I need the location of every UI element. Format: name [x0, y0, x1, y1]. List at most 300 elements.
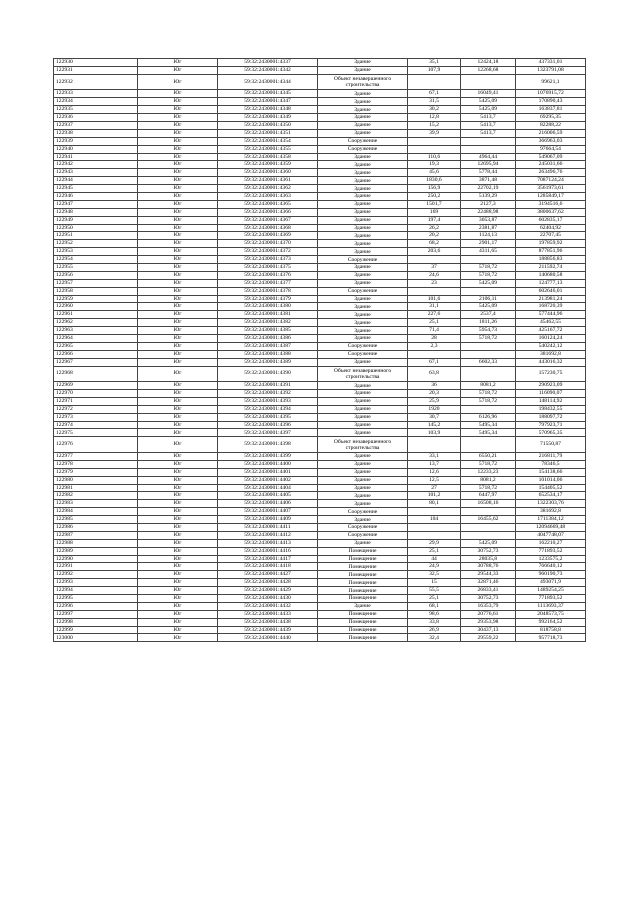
area-cell: 110,6 [408, 153, 461, 161]
district-cell: Юг [138, 531, 218, 539]
district-cell: Юг [138, 610, 218, 618]
district-cell: Юг [138, 232, 218, 240]
object-type-cell: Здание [318, 129, 408, 137]
cadastral-value-cell: 188097,72 [516, 413, 586, 421]
cadastral-number-cell: 59:32:2430001:4363 [218, 192, 318, 200]
object-type-cell: Сооружение [318, 508, 408, 516]
unit-price-cell: 29544,33 [461, 571, 516, 579]
row-number-cell: 122959 [54, 295, 138, 303]
district-cell: Юг [138, 382, 218, 390]
area-cell: 45,6 [408, 169, 461, 177]
district-cell: Юг [138, 476, 218, 484]
unit-price-cell: 5718,72 [461, 334, 516, 342]
row-number-cell: 122943 [54, 169, 138, 177]
district-cell: Юг [138, 129, 218, 137]
cadastral-number-cell: 59:32:2430001:4396 [218, 421, 318, 429]
object-type-cell: Здание [318, 106, 408, 114]
cadastral-value-cell: 263496,76 [516, 169, 586, 177]
district-cell: Юг [138, 571, 218, 579]
cadastral-value-cell: 45462,55 [516, 319, 586, 327]
unit-price-cell: 2901,17 [461, 240, 516, 248]
table-row [54, 516, 586, 524]
district-cell: Юг [138, 618, 218, 626]
table-row [54, 192, 586, 200]
object-type-cell: Здание [318, 484, 408, 492]
unit-price-cell: 5718,72 [461, 460, 516, 468]
table-row [54, 452, 586, 460]
cadastral-value-cell: 443016,32 [516, 358, 586, 366]
cadastral-value-cell: 22707,45 [516, 232, 586, 240]
area-cell: 33,1 [408, 452, 461, 460]
cadastral-value-cell: 154138,66 [516, 468, 586, 476]
area-cell: 12,8 [408, 114, 461, 122]
unit-price-cell: 16049,41 [461, 90, 516, 98]
area-cell [408, 531, 461, 539]
unit-price-cell: 5718,72 [461, 263, 516, 271]
row-number-cell: 122973 [54, 413, 138, 421]
unit-price-cell: 2127,3 [461, 200, 516, 208]
area-cell: 55,5 [408, 587, 461, 595]
table-row [54, 59, 586, 67]
table-row [54, 595, 586, 603]
district-cell: Юг [138, 240, 218, 248]
unit-price-cell: 29353,98 [461, 618, 516, 626]
cadastral-number-cell: 59:32:2430001:4345 [218, 90, 318, 98]
area-cell: 25,9 [408, 397, 461, 405]
cadastral-number-cell: 59:32:2430001:4350 [218, 121, 318, 129]
row-number-cell: 122994 [54, 587, 138, 595]
area-cell: 98,6 [408, 610, 461, 618]
unit-price-cell: 5413,7 [461, 121, 516, 129]
area-cell: 37 [408, 263, 461, 271]
unit-price-cell: 2381,87 [461, 224, 516, 232]
row-number-cell: 123000 [54, 634, 138, 642]
cadastral-value-cell: 69295,35 [516, 114, 586, 122]
table-row [54, 563, 586, 571]
table-row [54, 547, 586, 555]
object-type-cell: Здание [318, 192, 408, 200]
unit-price-cell: 5425,09 [461, 303, 516, 311]
cadastral-number-cell: 59:32:2430001:4398 [218, 437, 318, 453]
unit-price-cell: 5139,29 [461, 192, 516, 200]
row-number-cell: 122969 [54, 382, 138, 390]
unit-price-cell: 5495,34 [461, 429, 516, 437]
area-cell [408, 350, 461, 358]
district-cell: Юг [138, 90, 218, 98]
table-row [54, 129, 586, 137]
area-cell: 63,8 [408, 366, 461, 382]
table-row [54, 327, 586, 335]
cadastral-number-cell: 59:32:2430001:4401 [218, 468, 318, 476]
cadastral-value-cell: 216006,59 [516, 129, 586, 137]
cadastral-number-cell: 59:32:2430001:4438 [218, 618, 318, 626]
unit-price-cell [461, 342, 516, 350]
object-type-cell: Здание [318, 311, 408, 319]
area-cell: 28 [408, 334, 461, 342]
cadastral-number-cell: 59:32:2430001:4378 [218, 287, 318, 295]
object-type-cell: Помещение [318, 587, 408, 595]
row-number-cell: 122974 [54, 421, 138, 429]
object-type-cell: Здание [318, 224, 408, 232]
cadastral-number-cell: 59:32:2430001:4379 [218, 295, 318, 303]
district-cell: Юг [138, 366, 218, 382]
district-cell: Юг [138, 271, 218, 279]
district-cell: Юг [138, 555, 218, 563]
district-cell: Юг [138, 169, 218, 177]
unit-price-cell: 4964,44 [461, 153, 516, 161]
table-row [54, 382, 586, 390]
cadastral-number-cell: 59:32:2430001:4347 [218, 98, 318, 106]
row-number-cell: 122968 [54, 366, 138, 382]
cadastral-value-cell: 170890,43 [516, 98, 586, 106]
district-cell: Юг [138, 595, 218, 603]
object-type-cell: Здание [318, 334, 408, 342]
area-cell: 250,2 [408, 192, 461, 200]
row-number-cell: 122944 [54, 177, 138, 185]
cadastral-value-cell: 797923,71 [516, 421, 586, 429]
cadastral-value-cell: 1489254,25 [516, 587, 586, 595]
object-type-cell: Сооружение [318, 137, 408, 145]
row-number-cell: 122960 [54, 303, 138, 311]
unit-price-cell: 20776,61 [461, 610, 516, 618]
table-row [54, 121, 586, 129]
row-number-cell: 122999 [54, 626, 138, 634]
row-number-cell: 122978 [54, 460, 138, 468]
table-row [54, 468, 586, 476]
row-number-cell: 122983 [54, 500, 138, 508]
unit-price-cell: 16353,79 [461, 602, 516, 610]
cadastral-value-cell: 877851,96 [516, 248, 586, 256]
object-type-cell: Здание [318, 161, 408, 169]
district-cell: Юг [138, 334, 218, 342]
cadastral-number-cell: 59:32:2430001:4381 [218, 311, 318, 319]
row-number-cell: 122931 [54, 66, 138, 74]
area-cell: 67,1 [408, 358, 461, 366]
table-row [54, 287, 586, 295]
area-cell: 101,6 [408, 295, 461, 303]
district-cell: Юг [138, 587, 218, 595]
row-number-cell: 122948 [54, 208, 138, 216]
unit-price-cell: 22488,98 [461, 208, 516, 216]
district-cell: Юг [138, 137, 218, 145]
object-type-cell: Здание [318, 271, 408, 279]
object-type-cell: Здание [318, 327, 408, 335]
object-type-cell: Здание [318, 492, 408, 500]
area-cell [408, 508, 461, 516]
unit-price-cell: 3871,48 [461, 177, 516, 185]
cadastral-number-cell: 59:32:2430001:4413 [218, 539, 318, 547]
unit-price-cell: 5718,72 [461, 271, 516, 279]
row-number-cell: 122949 [54, 216, 138, 224]
table-row [54, 579, 586, 587]
registry-table-sheet [53, 58, 585, 642]
table-row [54, 161, 586, 169]
row-number-cell: 122966 [54, 350, 138, 358]
object-type-cell: Здание [318, 468, 408, 476]
area-cell: 197,4 [408, 216, 461, 224]
object-type-cell: Здание [318, 429, 408, 437]
cadastral-value-cell: 162210,27 [516, 539, 586, 547]
object-type-cell: Здание [318, 500, 408, 508]
cadastral-number-cell: 59:32:2430001:4394 [218, 405, 318, 413]
cadastral-value-cell: 124777,13 [516, 279, 586, 287]
cadastral-value-cell: 960190,73 [516, 571, 586, 579]
area-cell: 33,8 [408, 618, 461, 626]
district-cell: Юг [138, 311, 218, 319]
table-row [54, 366, 586, 382]
area-cell: 19,3 [408, 161, 461, 169]
object-type-cell: Здание [318, 452, 408, 460]
object-type-cell: Здание [318, 358, 408, 366]
cadastral-number-cell: 59:32:2430001:4429 [218, 587, 318, 595]
row-number-cell: 122992 [54, 571, 138, 579]
area-cell: 20,2 [408, 232, 461, 240]
district-cell: Юг [138, 287, 218, 295]
district-cell: Юг [138, 468, 218, 476]
cadastral-number-cell: 59:32:2430001:4439 [218, 626, 318, 634]
unit-price-cell: 8081,2 [461, 382, 516, 390]
table-row [54, 334, 586, 342]
cadastral-number-cell: 59:32:2430001:4418 [218, 563, 318, 571]
district-cell: Юг [138, 602, 218, 610]
unit-price-cell: 12424,18 [461, 59, 516, 67]
cadastral-value-cell: 140680,58 [516, 271, 586, 279]
object-type-cell: Сооружение [318, 256, 408, 264]
table-row [54, 114, 586, 122]
row-number-cell: 122938 [54, 129, 138, 137]
row-number-cell: 122996 [54, 602, 138, 610]
object-type-cell: Здание [318, 476, 408, 484]
table-row [54, 240, 586, 248]
area-cell: 26,2 [408, 224, 461, 232]
row-number-cell: 122995 [54, 595, 138, 603]
object-type-cell: Здание [318, 303, 408, 311]
row-number-cell: 122961 [54, 311, 138, 319]
area-cell: 31,1 [408, 303, 461, 311]
object-type-cell: Здание [318, 153, 408, 161]
unit-price-cell: 5425,09 [461, 106, 516, 114]
cadastral-value-cell: 381692,8 [516, 350, 586, 358]
row-number-cell: 122955 [54, 263, 138, 271]
table-row [54, 429, 586, 437]
cadastral-number-cell: 59:32:2430001:4355 [218, 145, 318, 153]
table-row [54, 295, 586, 303]
row-number-cell: 122971 [54, 397, 138, 405]
object-type-cell: Помещение [318, 547, 408, 555]
row-number-cell: 122945 [54, 185, 138, 193]
unit-price-cell: 30752,73 [461, 547, 516, 555]
district-cell: Юг [138, 508, 218, 516]
table-row [54, 413, 586, 421]
area-cell: 12,5 [408, 476, 461, 484]
row-number-cell: 122933 [54, 90, 138, 98]
cadastral-value-cell: 1711384,12 [516, 516, 586, 524]
cadastral-value-cell: 168720,39 [516, 303, 586, 311]
cadastral-value-cell: 1233575,2 [516, 555, 586, 563]
table-row [54, 106, 586, 114]
table-row [54, 98, 586, 106]
table-row [54, 224, 586, 232]
cadastral-number-cell: 59:32:2430001:4368 [218, 224, 318, 232]
area-cell: 25,1 [408, 319, 461, 327]
table-row [54, 531, 586, 539]
table-row [54, 555, 586, 563]
cadastral-number-cell: 59:32:2430001:4430 [218, 595, 318, 603]
object-type-cell: Сооружение [318, 531, 408, 539]
district-cell: Юг [138, 452, 218, 460]
table-row [54, 232, 586, 240]
unit-price-cell [461, 531, 516, 539]
area-cell: 12,6 [408, 468, 461, 476]
table-row [54, 610, 586, 618]
area-cell: 68,1 [408, 602, 461, 610]
unit-price-cell: 1811,26 [461, 319, 516, 327]
row-number-cell: 122976 [54, 437, 138, 453]
cadastral-number-cell: 59:32:2430001:4412 [218, 531, 318, 539]
object-type-cell: Здание [318, 263, 408, 271]
object-type-cell: Здание [318, 382, 408, 390]
cadastral-value-cell: 216811,79 [516, 452, 586, 460]
district-cell: Юг [138, 437, 218, 453]
table-row [54, 618, 586, 626]
row-number-cell: 122936 [54, 114, 138, 122]
table-row [54, 508, 586, 516]
cadastral-value-cell: 1322303,76 [516, 500, 586, 508]
row-number-cell: 122984 [54, 508, 138, 516]
district-cell: Юг [138, 563, 218, 571]
area-cell: 71,4 [408, 327, 461, 335]
object-type-cell: Сооружение [318, 287, 408, 295]
cadastral-value-cell: 116090,07 [516, 390, 586, 398]
cadastral-value-cell: 197859,92 [516, 240, 586, 248]
cadastral-number-cell: 59:32:2430001:4432 [218, 602, 318, 610]
area-cell: 103,9 [408, 429, 461, 437]
object-type-cell: Помещение [318, 626, 408, 634]
unit-price-cell: 26833,41 [461, 587, 516, 595]
row-number-cell: 122953 [54, 248, 138, 256]
cadastral-number-cell: 59:32:2430001:4411 [218, 523, 318, 531]
area-cell: 25,1 [408, 595, 461, 603]
row-number-cell: 122957 [54, 279, 138, 287]
district-cell: Юг [138, 216, 218, 224]
district-cell: Юг [138, 413, 218, 421]
district-cell: Юг [138, 634, 218, 642]
object-type-cell: Здание [318, 240, 408, 248]
unit-price-cell: 30752,73 [461, 595, 516, 603]
area-cell: 107,9 [408, 66, 461, 74]
unit-price-cell [461, 145, 516, 153]
district-cell: Юг [138, 66, 218, 74]
row-number-cell: 122967 [54, 358, 138, 366]
cadastral-number-cell: 59:32:2430001:4440 [218, 634, 318, 642]
cadastral-value-cell: 4047748,07 [516, 531, 586, 539]
cadastral-value-cell: 157230,75 [516, 366, 586, 382]
area-cell [408, 74, 461, 90]
unit-price-cell: 12695,94 [461, 161, 516, 169]
area-cell [408, 256, 461, 264]
district-cell: Юг [138, 539, 218, 547]
area-cell: 30,7 [408, 413, 461, 421]
row-number-cell: 122982 [54, 492, 138, 500]
district-cell: Юг [138, 263, 218, 271]
cadastral-value-cell: 12094669,48 [516, 523, 586, 531]
table-row [54, 216, 586, 224]
area-cell: 2,3 [408, 342, 461, 350]
object-type-cell: Здание [318, 539, 408, 547]
area-cell: 15,2 [408, 121, 461, 129]
object-type-cell: Здание [318, 114, 408, 122]
unit-price-cell: 5954,73 [461, 327, 516, 335]
district-cell: Юг [138, 358, 218, 366]
object-type-cell: Здание [318, 421, 408, 429]
row-number-cell: 122985 [54, 516, 138, 524]
cadastral-number-cell: 59:32:2430001:4382 [218, 319, 318, 327]
cadastral-number-cell: 59:32:2430001:4372 [218, 248, 318, 256]
cadastral-number-cell: 59:32:2430001:4376 [218, 271, 318, 279]
unit-price-cell: 5425,09 [461, 98, 516, 106]
district-cell: Юг [138, 327, 218, 335]
cadastral-number-cell: 59:32:2430001:4387 [218, 342, 318, 350]
cadastral-value-cell: 540242,12 [516, 342, 586, 350]
row-number-cell: 122972 [54, 405, 138, 413]
table-row [54, 74, 586, 90]
cadastral-number-cell: 59:32:2430001:4373 [218, 256, 318, 264]
table-row [54, 626, 586, 634]
cadastral-value-cell: 577444,96 [516, 311, 586, 319]
cadastral-value-cell: 1113693,37 [516, 602, 586, 610]
cadastral-value-cell: 211592,74 [516, 263, 586, 271]
row-number-cell: 122947 [54, 200, 138, 208]
cadastral-value-cell: 766640,12 [516, 563, 586, 571]
area-cell: 27 [408, 484, 461, 492]
unit-price-cell: 30437,13 [461, 626, 516, 634]
cadastral-value-cell: 493071,9 [516, 579, 586, 587]
area-cell: 24,9 [408, 563, 461, 571]
district-cell: Юг [138, 342, 218, 350]
area-cell: 1501,7 [408, 200, 461, 208]
table-row [54, 500, 586, 508]
object-type-cell: Здание [318, 177, 408, 185]
unit-price-cell: 12268,68 [461, 66, 516, 74]
cadastral-value-cell: 771893,52 [516, 547, 586, 555]
district-cell: Юг [138, 429, 218, 437]
area-cell: 203,6 [408, 248, 461, 256]
table-row [54, 476, 586, 484]
table-row [54, 177, 586, 185]
cadastral-value-cell: 3561973,61 [516, 185, 586, 193]
cadastral-value-cell: 1323791,08 [516, 66, 586, 74]
area-cell: 32,4 [408, 634, 461, 642]
unit-price-cell: 4311,65 [461, 248, 516, 256]
table-row [54, 484, 586, 492]
unit-price-cell: 3053,87 [461, 216, 516, 224]
unit-price-cell: 6447,97 [461, 492, 516, 500]
cadastral-value-cell: 163837,81 [516, 106, 586, 114]
district-cell: Юг [138, 523, 218, 531]
district-cell: Юг [138, 224, 218, 232]
object-type-cell: Здание [318, 185, 408, 193]
unit-price-cell: 28035,8 [461, 555, 516, 563]
row-number-cell: 122956 [54, 271, 138, 279]
object-type-cell: Здание [318, 516, 408, 524]
area-cell: 32,5 [408, 571, 461, 579]
cadastral-value-cell: 1076915,72 [516, 90, 586, 98]
row-number-cell: 122987 [54, 531, 138, 539]
cadastral-value-cell: 198432,55 [516, 405, 586, 413]
table-row [54, 208, 586, 216]
area-cell [408, 523, 461, 531]
cadastral-value-cell: 3194516,6 [516, 200, 586, 208]
